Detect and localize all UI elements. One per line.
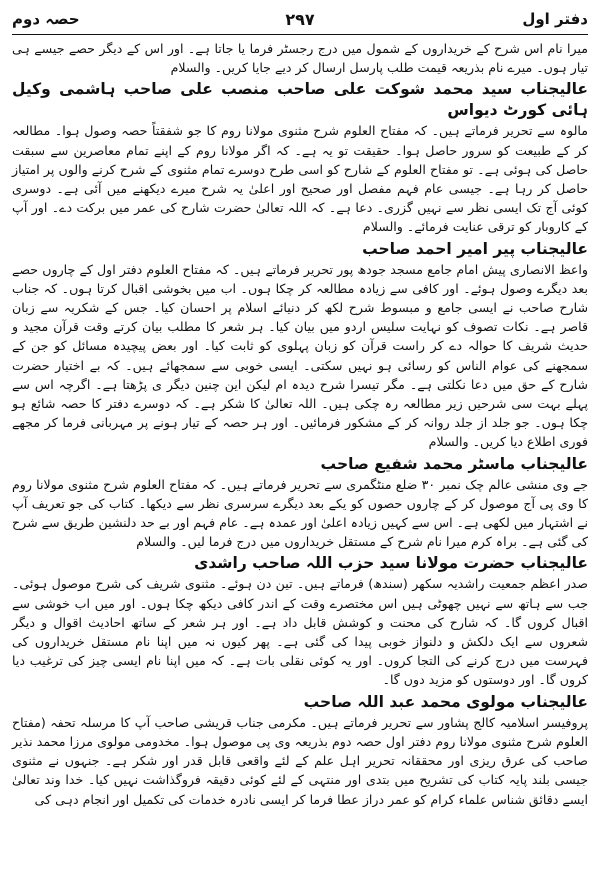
part-label: حصہ دوم [12,10,80,28]
testimonial-heading: عالیجناب سید محمد شوکت علی صاحب منصب علی صاحب ہاشمی وکیل ہائی کورٹ دیواس [12,80,588,120]
testimonial-text: واعظ الانصاری پیش امام جامع مسجد جودھ پور تحریر فرماتے ہیں۔ کہ مفتاح العلوم دفتر اول کے چاروں حصے بعد دیگرے وصول ہوئے۔ اور کافی سے زیادہ مطالعہ کر چکا ہوں۔ اب میں بخوشی اقبال کرتا ہوں۔ کہ جناب شارح صاحب نے ایسی جامع و مبسوط شرح لکھ کر دنیائے اسلام پر احسان کیا۔ جس کے شکریہ سے زبان قاصر ہے۔ نکات تصوف کو نہایت سلیس اردو میں بیان کیا۔ ہر شعر کا مطلب بیان کرتے وقت قرآن مجید و حدیث شریف کا حوالہ دے کر راست قرآن کو زبان پہلوی کو ثابت کیا۔ اور بعض پیچیدہ مسائل کو جن کے سمجھنے کی عوام الناس کو رسائی ہو نہیں سکتی۔ ایسی خوبی سے سمجھائے ہیں۔ کہ بے اختیار حضرت شارح کے حق میں دعا نکلتی ہے۔ مگر تیسرا شرح دیدہ ام لیکن این چنین دیگر ی پڑھتا ہے۔ اگرچہ اس سے پہلے بہت سی شرحیں زیر مطالعہ رہ چکی ہیں۔ اللہ تعالیٰ کا شکر ہے۔ کہ دوسرے دفتر کا حصہ شائع ہو چکا ہوں۔ جو جلد از جلد روانہ کر کے مشکور فرمائیں۔ اور ہر حصہ کے تیار ہونے پر مہربانی فرما کر مجھے فوری اطلاع دیا کریں۔ والسلام [12,261,588,450]
page [12,6,588,881]
testimonial-entry [12,454,588,552]
header-rule [12,34,588,35]
testimonial-heading: عالیجناب حضرت مولانا سید حزب اللہ صاحب راشدی [194,554,588,573]
page-number: ۲۹۷ [285,9,315,29]
testimonial-text: صدر اعظم جمعیت راشدیہ سکھر (سندھ) فرماتے ہیں۔ تین دن ہوئے۔ مثنوی شریف کی شرح موصول ہوئی۔ جب سے ہاتھ سے نہیں چھوٹی ہیں اس مختصرے وقت کے اندر کافی دیکھ چکا ہوں۔ اور میں اب خوشی سے اقبال کروں گا۔ کہ شارح کی محنت و کوشش قابل داد ہے۔ اور ہر شعر کے ساتھ احادیث اقوال و دیگر شعروں سے ایک دلکش و دلنواز خوبی پیدا کی گئی ہے۔ پھر کیوں نہ میں اپنا نام مستقل خریداروں کی فہرست میں درج کرنے کی التجا کروں۔ اور یہ کوئی نقلی بات ہے۔ کہ میں اپنا نام ایسی چیز کی ترغیب دیا کروں گا۔ اور دوستوں کو مزید دوں گا۔ [12,576,588,688]
testimonial-heading: عالیجناب پیر امیر احمد صاحب [362,239,588,258]
testimonial-text: مالوہ سے تحریر فرماتے ہیں۔ کہ مفتاح العلوم شرح مثنوی مولانا روم کا جو شفقتاً حصہ وصول ہوا۔ مطالعہ کر کے طبیعت کو سرور حاصل ہوا۔ حقیقت تو یہ ہے۔ کہ اگر مولانا روم کے اپنے تمام معاصرین سے سبقت حاصل کی ہوئی ہے۔ تو مفتاح العلوم کے شارح کو اسی طرح دوسرے تمام مثنوی کے شرح کرنے والوں پر امتیاز حاصل کر رہا ہے۔ جیسی عام فہم مفصل اور صحیح اور اعلیٰ یہ شرح میرے دیکھنے میں آئی ہے۔ دوسری کوئی آج تک ایسی نظر سے نہیں گزری۔ دعا ہے۔ کہ اللہ تعالیٰ حضرت شارح کی عمر میں برکت دے۔ اور آپ کے کاروبار کو ترقی عنایت فرمائے۔ والسلام [12,123,588,235]
testimonial-heading: عالیجناب ماسٹر محمد شفیع صاحب [320,454,588,473]
testimonial-heading: عالیجناب مولوی محمد عبد اللہ صاحب [303,692,588,711]
testimonial-entry [12,239,588,452]
testimonial-text: جے وی منشی عالم چک نمبر ۳۰ ضلع منٹگمری سے تحریر فرماتے ہیں۔ کہ مفتاح العلوم شرح مثنوی مولانا روم کا وی پی آج موصول کر کے چاروں حصوں کو یکے بعد دیگرے سرسری نظر سے دیکھا۔ کتاب کی جو تعریف آپ نے اشتہار میں لکھی ہے۔ اس سے کہیں زیادہ اعلیٰ اور عمدہ ہے۔ عام فہم اور بے حد دلنشین طریق سے شرح کی گئی ہے۔ براہ کرم میرا نام شرح کے مستقل خریداروں میں درج فرما لیں۔ والسلام [12,476,589,550]
intro-paragraph: میرا نام اس شرح کے خریداروں کے شمول میں درج رجسٹر فرما یا جاتا ہے۔ اور اس کے دیگر حصے جیسے ہی تیار ہوں۔ میرے نام بذریعہ قیمت طلب پارسل ارسال کر دیے جایا کریں۔ والسلام [12,41,588,76]
page-body [12,39,588,809]
testimonial-entry [12,692,588,809]
testimonial-entry [12,553,588,689]
volume-label: دفتر اول [522,10,588,28]
testimonial-entry [12,79,588,236]
testimonial-text: پروفیسر اسلامیہ کالج پشاور سے تحریر فرماتے ہیں۔ مکرمی جناب قریشی صاحب آپ کا مرسلہ تحفہ (مفتاح العلوم شرح مثنوی مولانا روم دفتر اول حصہ دوم بذریعہ وی پی موصول ہوا۔ مخدومی مولوی مرزا محمد نذیر صاحب کی عرق ریزی اور محققانہ تحریر اہل علم کے لئے واقعی قابل قدر اور شکر ہے۔ جنہوں نے مثنوی جیسی بلند پایہ کتاب کی تشریح میں بتدی اور منتہی کے لئے کوئی دقیقہ فروگذاشت نہیں کیا۔ خدا وند تعالیٰ ایسے دقائق شناس علماء کرام کو عمر دراز عطا فرما کر ایسی نادرہ خدمات کی تکمیل اور انجام دہی کی [12,714,588,807]
page-header [12,6,588,32]
